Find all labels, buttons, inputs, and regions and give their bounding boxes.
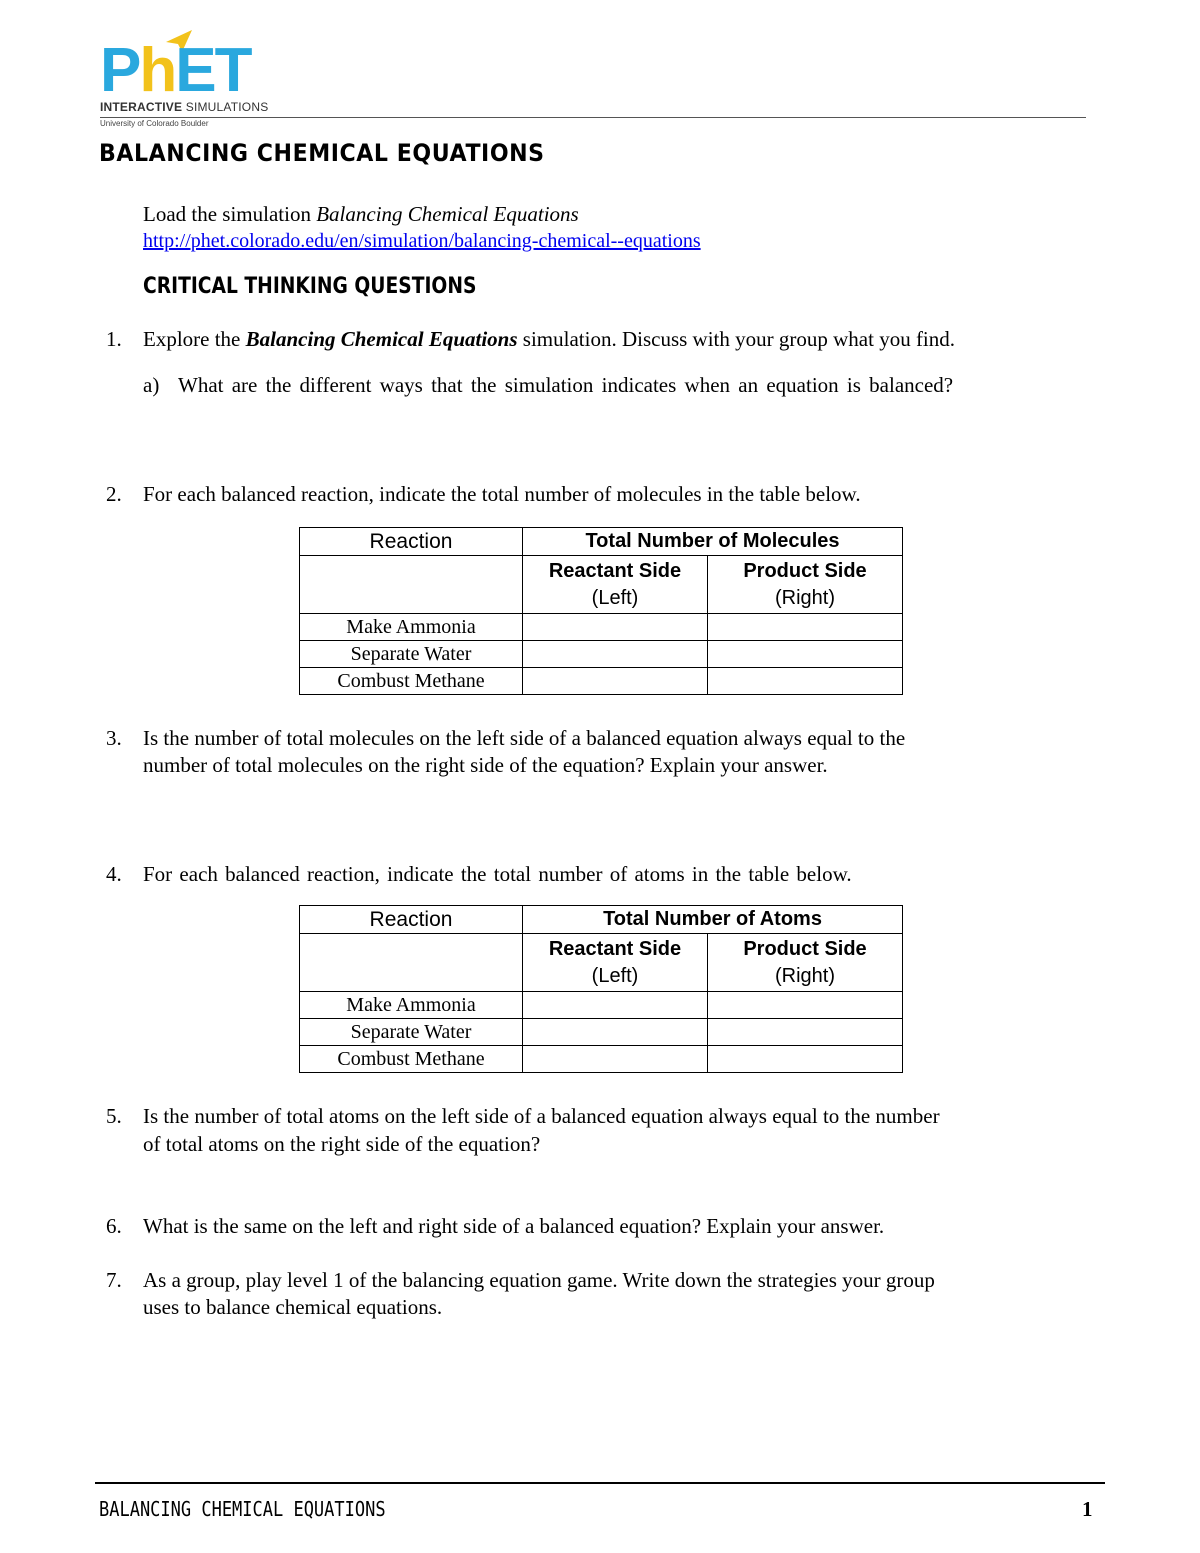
molecules-table [299,527,903,695]
header-divider [100,117,1086,118]
logo-wordmark: PhET [100,36,251,105]
product-cell[interactable] [708,992,903,1019]
question-3-line-1: Is the number of total molecules on the left side of a balanced equation always equal to the [143,726,906,750]
section-heading: CRITICAL THINKING QUESTIONS [143,274,477,299]
header-reaction: Reaction [300,906,523,934]
table-row [300,1046,903,1073]
header-blank [300,556,523,614]
header-reaction: Reaction [300,528,523,556]
question-1a: What are the different ways that the simulation indicates when an equation is balanced? [178,373,954,397]
question-5-line-2: of total atoms on the right side of the equation? [143,1132,541,1156]
atoms-table [299,905,903,1073]
question-7-number: 7. [106,1268,122,1292]
product-cell[interactable] [708,668,903,695]
page-number: 1 [1082,1497,1093,1521]
footer-divider [95,1482,1105,1484]
logo-university: University of Colorado Boulder [100,119,209,128]
simulation-link[interactable]: http://phet.colorado.edu/en/simulation/balancing-chemical--equations [143,230,701,252]
reaction-name: Make Ammonia [300,992,523,1019]
table-row [300,668,903,695]
logo-subtitle: INTERACTIVE SIMULATIONS [100,100,269,114]
header-reactant-side: Reactant Side (Left) [523,934,708,992]
table-row [300,1019,903,1046]
question-1-number: 1. [106,327,122,351]
header-product-side: Product Side (Right) [708,556,903,614]
question-1: Explore the Balancing Chemical Equations simulation. Discuss with your group what you find. [143,327,956,351]
question-1a-label: a) [143,373,160,397]
reactant-cell[interactable] [523,1046,708,1073]
header-total-atoms: Total Number of Atoms [523,906,903,934]
reaction-name: Make Ammonia [300,614,523,641]
question-2: For each balanced reaction, indicate the total number of molecules in the table below. [143,482,861,506]
simulation-name: Balancing Chemical Equations [316,202,579,226]
product-cell[interactable] [708,614,903,641]
reactant-cell[interactable] [523,1019,708,1046]
question-4-number: 4. [106,862,122,886]
question-7-line-1: As a group, play level 1 of the balancing equation game. Write down the strategies your group [143,1268,935,1292]
header-total-molecules: Total Number of Molecules [523,528,903,556]
question-2-number: 2. [106,482,122,506]
question-6: What is the same on the left and right side of a balanced equation? Explain your answer. [143,1214,885,1238]
table-row [300,641,903,668]
page-title: BALANCING CHEMICAL EQUATIONS [99,139,545,167]
reactant-cell[interactable] [523,992,708,1019]
question-7-line-2: uses to balance chemical equations. [143,1295,443,1319]
reaction-name: Separate Water [300,641,523,668]
question-5-line-1: Is the number of total atoms on the left side of a balanced equation always equal to the number [143,1104,940,1128]
reaction-name: Combust Methane [300,1046,523,1073]
header-reactant-side: Reactant Side (Left) [523,556,708,614]
header-product-side: Product Side (Right) [708,934,903,992]
reactant-cell[interactable] [523,641,708,668]
product-cell[interactable] [708,641,903,668]
table-row [300,992,903,1019]
table-row [300,614,903,641]
product-cell[interactable] [708,1046,903,1073]
question-4: For each balanced reaction, indicate the total number of atoms in the table below. [143,862,852,886]
footer-title: BALANCING CHEMICAL EQUATIONS [99,1497,386,1521]
reactant-cell[interactable] [523,614,708,641]
reaction-name: Separate Water [300,1019,523,1046]
question-6-number: 6. [106,1214,122,1238]
phet-logo [100,30,270,130]
question-3-line-2: number of total molecules on the right side of the equation? Explain your answer. [143,753,828,777]
reaction-name: Combust Methane [300,668,523,695]
reactant-cell[interactable] [523,668,708,695]
header-blank [300,934,523,992]
product-cell[interactable] [708,1019,903,1046]
question-3-number: 3. [106,726,122,750]
question-5-number: 5. [106,1104,122,1128]
load-instruction: Load the simulation Balancing Chemical Equations [143,202,579,226]
